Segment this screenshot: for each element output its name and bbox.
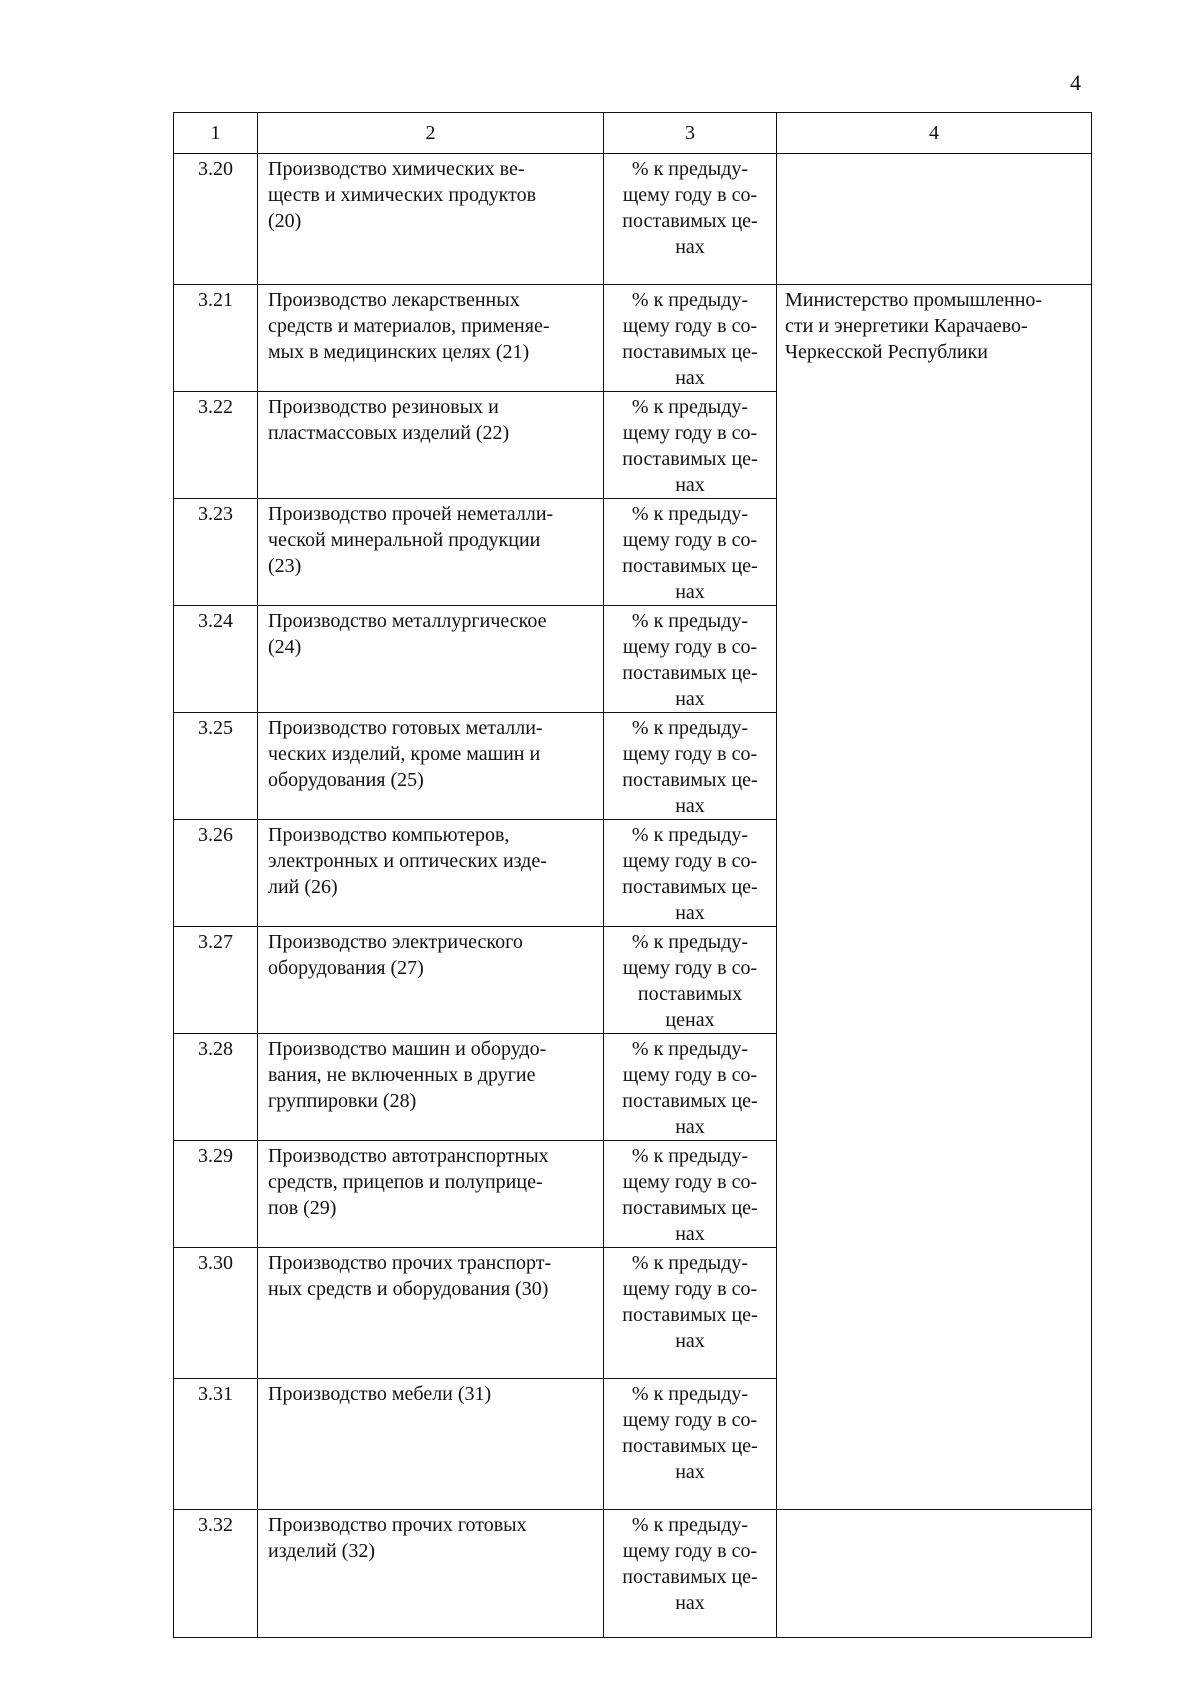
row-number: 3.28 [174,1034,258,1141]
indicator-name: Производство лекарственных средств и материалов, применяе- мых в медицинских целях (21) [258,285,604,392]
row-number: 3.30 [174,1248,258,1379]
indicator-name: Производство резиновых и пластмассовых изделий (22) [258,392,604,499]
indicator-name: Производство машин и оборудо- вания, не включенных в другие группировки (28) [258,1034,604,1141]
table-row [174,285,1092,392]
unit-of-measure: % к предыду- щему году в со- поставимых ценах [604,927,777,1034]
row-number: 3.21 [174,285,258,392]
row-number: 3.29 [174,1141,258,1248]
responsible-org: Министерство промышленно- сти и энергетики Карачаево- Черкесской Республики [777,285,1092,1510]
header-col-3: 3 [604,113,777,154]
row-number: 3.32 [174,1510,258,1638]
table-header-row [174,113,1092,154]
unit-of-measure: % к предыду- щему году в со- поставимых це- нах [604,1510,777,1638]
row-number: 3.31 [174,1379,258,1510]
unit-of-measure: % к предыду- щему году в со- поставимых це- нах [604,1034,777,1141]
unit-of-measure: % к предыду- щему году в со- поставимых це- нах [604,1141,777,1248]
indicators-table [173,112,1092,1638]
row-number: 3.24 [174,606,258,713]
unit-of-measure: % к предыду- щему году в со- поставимых це- нах [604,606,777,713]
unit-of-measure: % к предыду- щему году в со- поставимых це- нах [604,820,777,927]
header-col-1: 1 [174,113,258,154]
indicator-name: Производство готовых металли- ческих изделий, кроме машин и оборудования (25) [258,713,604,820]
indicator-name: Производство автотранспортных средств, прицепов и полуприце- пов (29) [258,1141,604,1248]
row-number: 3.27 [174,927,258,1034]
unit-of-measure: % к предыду- щему году в со- поставимых це- нах [604,154,777,285]
row-number: 3.22 [174,392,258,499]
page-number: 4 [1070,70,1081,95]
unit-of-measure: % к предыду- щему году в со- поставимых це- нах [604,1248,777,1379]
indicator-name: Производство химических ве- ществ и химических продуктов (20) [258,154,604,285]
header-col-2: 2 [258,113,604,154]
indicator-name: Производство прочих транспорт- ных средств и оборудования (30) [258,1248,604,1379]
row-number: 3.20 [174,154,258,285]
unit-of-measure: % к предыду- щему году в со- поставимых це- нах [604,713,777,820]
unit-of-measure: % к предыду- щему году в со- поставимых це- нах [604,1379,777,1510]
indicator-name: Производство мебели (31) [258,1379,604,1510]
table-row [174,154,1092,285]
row-number: 3.23 [174,499,258,606]
header-col-4: 4 [777,113,1092,154]
row-number: 3.25 [174,713,258,820]
unit-of-measure: % к предыду- щему году в со- поставимых це- нах [604,392,777,499]
indicator-name: Производство электрического оборудования (27) [258,927,604,1034]
responsible-org [777,154,1092,285]
unit-of-measure: % к предыду- щему году в со- поставимых це- нах [604,499,777,606]
responsible-org [777,1510,1092,1638]
unit-of-measure: % к предыду- щему году в со- поставимых це- нах [604,285,777,392]
indicator-name: Производство компьютеров, электронных и оптических изде- лий (26) [258,820,604,927]
indicator-name: Производство прочих готовых изделий (32) [258,1510,604,1638]
row-number: 3.26 [174,820,258,927]
indicator-name: Производство прочей неметалли- ческой минеральной продукции (23) [258,499,604,606]
table-row [174,1510,1092,1638]
indicator-name: Производство металлургическое (24) [258,606,604,713]
